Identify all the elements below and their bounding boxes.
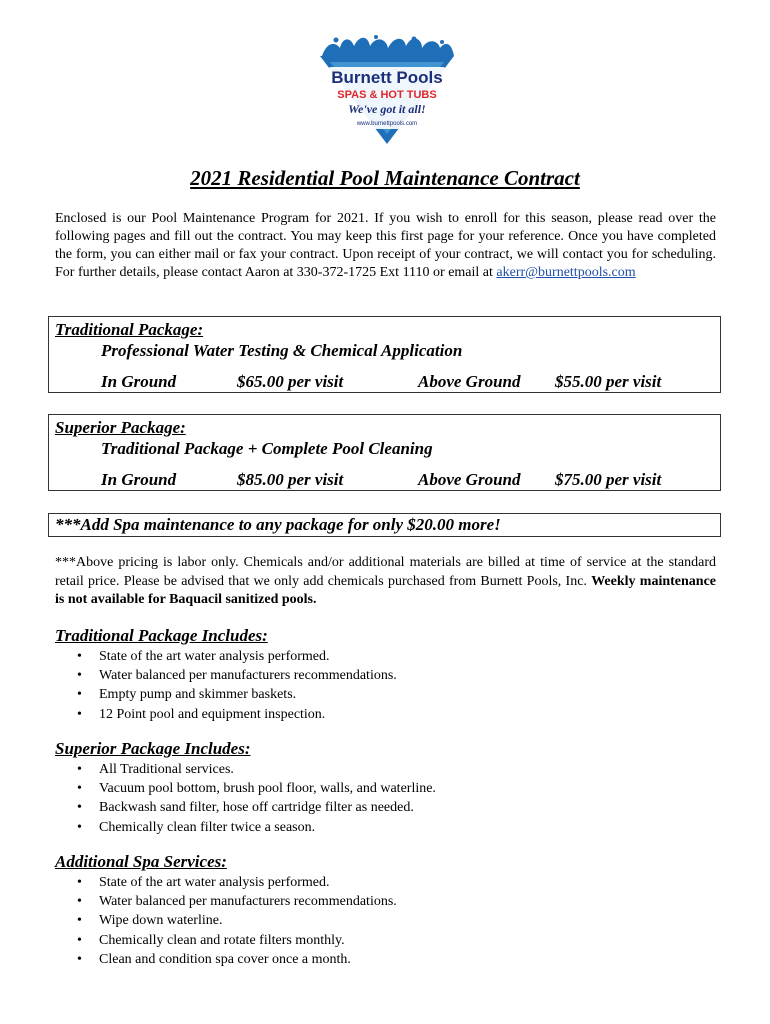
splash-shape [322, 38, 454, 56]
intro-paragraph [55, 210, 716, 282]
list-item: • Water balanced per manufacturers recommendations. [55, 666, 695, 685]
list-item: • Chemically clean filter twice a season. [55, 818, 695, 837]
list-item: • State of the art water analysis performed. [55, 873, 695, 892]
pricing-note-text: ***Above pricing is labor only. Chemicals and/or additional materials are billed at time of service at the standard retail price. Please be advised that we only add chemicals purchased from Burnett Pools, Inc. [55, 555, 716, 589]
package-description: Professional Water Testing & Chemical Application [101, 341, 463, 360]
list-item: • All Traditional services. [55, 760, 695, 779]
package-heading: Traditional Package: [55, 320, 204, 339]
pricing-note-bold: Weekly maintenance is not available for Baquacil sanitized pools. [55, 573, 717, 607]
pricing-note [55, 554, 716, 610]
spa-addon-box: ***Add Spa maintenance to any package for only $20.00 more! [48, 513, 721, 537]
page-title: 2021 Residential Pool Maintenance Contract [190, 166, 580, 190]
logo-slogan: We've got it all! [348, 102, 426, 116]
list-item: • Clean and condition spa cover once a month. [55, 950, 695, 969]
above-ground-label: Above Ground [418, 372, 521, 391]
section-heading-traditional: Traditional Package Includes: [55, 626, 268, 645]
list-item: • Wipe down waterline. [55, 911, 695, 930]
superior-includes-list [55, 760, 695, 837]
logo-website: www.burnettpools.com [356, 121, 418, 127]
list-item: • State of the art water analysis performed. [55, 647, 695, 666]
in-ground-price: $65.00 per visit [237, 372, 344, 391]
in-ground-label: In Ground [101, 470, 177, 489]
logo-graphic [316, 34, 458, 146]
superior-package-box [48, 414, 721, 491]
section-heading-spa: Additional Spa Services: [55, 852, 227, 871]
package-heading: Superior Package: [55, 418, 186, 437]
traditional-package-box [48, 316, 721, 393]
in-ground-label: In Ground [101, 372, 177, 391]
list-item: • Water balanced per manufacturers recommendations. [55, 892, 695, 911]
in-ground-price: $85.00 per visit [237, 470, 344, 489]
list-item: • Empty pump and skimmer baskets. [55, 685, 695, 704]
traditional-includes-list [55, 647, 695, 724]
list-item: • Backwash sand filter, hose off cartridge filter as needed. [55, 798, 695, 817]
contact-email-link[interactable]: akerr@burnettpools.com [496, 265, 636, 280]
list-item: • 12 Point pool and equipment inspection. [55, 705, 695, 724]
company-logo [316, 34, 458, 146]
package-description: Traditional Package + Complete Pool Cleaning [101, 439, 433, 458]
section-heading-superior: Superior Package Includes: [55, 739, 251, 758]
logo-brand-name: Burnett Pools [331, 68, 443, 87]
above-ground-label: Above Ground [418, 470, 521, 489]
logo-tagline: SPAS & HOT TUBS [337, 89, 437, 101]
spa-services-list [55, 873, 695, 969]
above-ground-price: $55.00 per visit [555, 372, 662, 391]
above-ground-price: $75.00 per visit [555, 470, 662, 489]
intro-text: Enclosed is our Pool Maintenance Program for 2021. If you wish to enroll for this season, please read over the following pages and fill out the contract. You may keep this first page for your reference. Once you have completed the form, you can either mail or fax your contract. Upon receipt of your contract, we will contact you for scheduling. For further details, please contact Aaron at 330-372-1725 Ext 1110 or email at [55, 211, 716, 280]
list-item: • Chemically clean and rotate filters monthly. [55, 931, 695, 950]
list-item: • Vacuum pool bottom, brush pool floor, walls, and waterline. [55, 779, 695, 798]
